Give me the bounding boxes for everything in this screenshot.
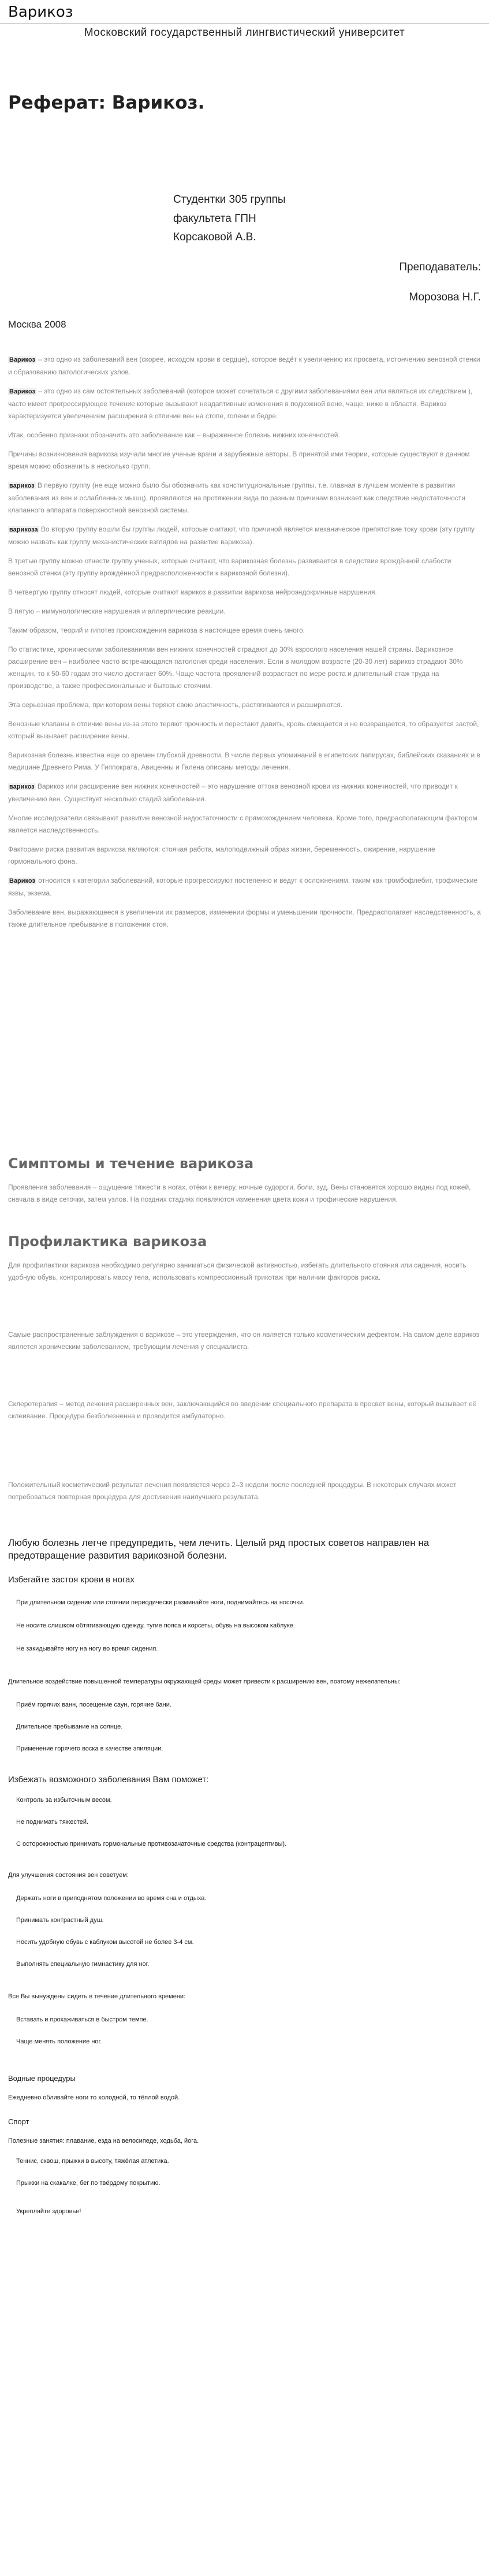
final-wrap [8,2208,481,2220]
intro-paragraph [8,749,481,774]
keyword: Варикоз [9,388,35,395]
paragraph-text: Итак, особенно признаки обозначить это заболевание как – выраженное болезнь нижних конечностей. [8,431,340,439]
intro-paragraph [8,586,481,599]
symptoms-heading: Симптомы и течение варикоза [8,1155,254,1172]
list-item: Принимать контрастный душ. [16,1917,104,1924]
intro-paragraph [8,718,481,742]
intro-paragraph [8,875,481,899]
paragraph-text: В третью группу можно отнести группу ученых, которые считают, что варикозная болезнь развивается в следствие врождённой слабости венозной стенки (эту группу врождённой предрасположенности к варикозной болезни). [8,557,451,577]
keyword: варикоза [9,526,38,533]
paragraph-text: Эта серьезная проблема, при котором вены теряют свою эластичность, растягиваются и расширяются. [8,701,343,709]
result-text: Положительный косметический результат лечения появляется через 2–3 недели после последней процедуры. В некоторых случаях может потребоваться повторная процедура для достижения наилучшего результата. [8,1481,457,1501]
intro-paragraph [8,843,481,868]
list-item: Вставать и прохаживаться в быстром темпе. [16,2016,148,2023]
sport-heading: Для улучшения состояния вен советуем: [8,1872,129,1879]
sport2-heading: Спорт [8,2117,29,2126]
list-item: Контроль за избыточным весом. [16,1797,112,1804]
slogan: Любую болезнь легче предупредить, чем лечить. Целый ряд простых советов направлен на предотвращение развития варикозной болезни. [8,1537,430,1561]
long-heading: Длительное воздействие повышенной температуры окружающей среды может привести к расширению вен, поэтому нежелательны: [8,1678,401,1685]
city-year: Москва 2008 [8,319,66,330]
water-heading: Водные процедуры [8,2074,76,2083]
paragraph-text: Варикозная болезнь известна еще со времен глубокой древности. В числе первых упоминаний в египетских папирусах, библейских сказаниях и в медицине Древнего Рима. У Гиппократа, Авиценны и Галена описаны методы лечения. [8,751,480,771]
water-text-wrap [8,2094,481,2106]
paragraph-text: В четвертую группу относят людей, которые считают варикоз в развитии варикоза нейроэндокринные нарушения. [8,588,377,596]
avoid-list [8,1599,481,1674]
list-item: Выполнять специальную гимнастику для ног. [16,1961,150,1968]
intro-paragraph [8,906,481,931]
list-item: Чаще менять положение ног. [16,2038,102,2045]
list-item: Прыжки на скакалке, бег по твёрдому покрытию. [16,2180,160,2187]
long-heading-wrap [8,1678,481,1690]
student-faculty: факультета ГПН [173,213,256,225]
paragraph-text: По статистике, хроническими заболеваниями вен нижних конечностей страдают до 30% взрослого населения нашей страны. Варикозное расширение вен – наиболее часто встречающаяся патология среди населения. Если в молодом возрасте (20-30 лет) варикоз страдают 30% женщин, то к 50-60 годам это число достигает 60%. Чаще частота проявлений возрастает по мере роста и длительный стаж труда на производстве, а также профессиональные и бытовые стоячим. [8,645,463,690]
paragraph-text: В первую группу (не еще можно было бы обозначить как конституциональные группы, т.е. главная в лучшем моменте в развитии заболевания из вен и ослабленных мышц), проявляются на протяжении вида по разным причинам возникает как следствие недостаточности клапанного аппарата поверхностной венозной системы. [8,481,465,514]
paragraph-text: Многие исследователи связывают развитие венозной недостаточности с прямохождением человека. Кроме того, предрасполагающим фактором является наследственность. [8,814,477,834]
sport-heading-wrap [8,1872,481,1883]
reduce-list [8,1797,481,1866]
list-item: Не носите слишком обтягивающую одежду, тугие пояса и корсеты, обувь на высоком каблуке. [16,1622,295,1629]
paragraph-text: Венозные клапаны в отличие вены из-за этого теряют прочность и перестают давить, кровь смещается и не возвращается, то образуется застой, который вызывает расширение вены. [8,720,479,740]
paragraph-text: Варикоз или расширение вен нижних конечностей – это нарушение оттока венозной крови из нижних конечностей, что приводит к увеличению вен. Существует несколько стадий заболевания. [8,782,458,803]
student-name: Корсаковой А.В. [173,231,256,243]
list-item: Не закидывайте ногу на ногу во время сидения. [16,1645,158,1652]
intro-section [8,354,481,938]
ex-list [8,2016,481,2062]
paragraph-text: Заболевание вен, выражающееся в увеличении их размеров, изменении формы и уменьшении прочности. Предрасполагает наследственность, а также длительное пребывание в положении стоя. [8,908,481,928]
intro-paragraph [8,644,481,692]
list-item: Теннис, сквош, прыжки в высоту, тяжёлая атлетика. [16,2158,169,2165]
ex-heading-wrap [8,1993,481,2005]
teacher-name: Морозова Н.Г. [409,291,481,303]
list-item: Носить удобную обувь с каблуком высотой не более 3-4 см. [16,1939,194,1946]
paragraph-text: Причины возникновения варикоза изучали многие ученые врачи и зарубежные авторы. В принятой ими теории, которые существуют в данном время можно обозначить в несколько групп. [8,450,470,470]
intro-paragraph [8,780,481,805]
intro-paragraph [8,555,481,579]
final-item: Укрепляйте здоровье! [16,2208,81,2215]
document-title: Варикоз [8,3,73,21]
intro-paragraph [8,354,481,378]
paragraph-text: Факторами риска развития варикоза являются: стоячая работа, малоподвижный образ жизни, беременность, ожирение, нарушение гормонального фона. [8,845,435,865]
student-group: Студентки 305 группы [173,194,286,206]
sport-list [8,1895,481,1987]
intro-paragraph [8,699,481,711]
list-item: С осторожностью принимать гормональные противозачаточные средства (контрацептивы). [16,1841,287,1848]
sport2-heading-wrap [8,2117,481,2129]
list-item: При длительном сидении или стоянии периодически разминайте ноги, поднимайтесь на носочки. [16,1599,305,1606]
list-item: Приём горячих ванн, посещение саун, горячие бани. [16,1701,171,1708]
water-heading-wrap [8,2074,481,2086]
keyword: варикоз [9,482,35,489]
intro-paragraph [8,625,481,637]
list-item: Не поднимать тяжестей. [16,1819,89,1826]
intro-paragraph [8,429,481,441]
prevention-text-2: Самые распространенные заблуждения о варикозе – это утверждения, что он является только косметическим дефектом. На самом деле варикоз является хроническим заболеванием, требующим лечения у специалиста. [8,1330,480,1351]
intro-paragraph [8,448,481,473]
paragraph-text: – это одно из заболеваний вен (скорее, исходом крови в сердце), которое ведёт к увеличению их просвета, истончению венозной стенки и образованию патологических узлов. [8,355,480,376]
university-name: Московский государственный лингвистический университет [84,27,405,39]
list-item: Держать ноги в приподнятом положении во время сна и отдыха. [16,1895,207,1902]
sport2-text: Полезные занятия: плавание, езда на велосипеде, ходьба, йога. [8,2138,199,2144]
sport2-list [8,2158,481,2204]
paragraph-text: Во вторую группу вошли бы группы людей, которые считают, что причиной является механическое препятствие току крови (эту группу можно назвать как группу механистических взглядов на развитие варикоза). [8,525,475,546]
avoid-heading: Избегайте застоя крови в ногах [8,1575,135,1585]
intro-paragraph [8,385,481,422]
paragraph-text: Таким образом, теорий и гипотез происхождения варикоза в настоящее время очень много. [8,626,305,634]
keyword: варикоз [9,783,35,790]
paragraph-text: относится к категории заболеваний, которые прогрессируют постепенно и ведут к осложнениям, таким как тромбофлебит, трофические язвы, экзема. [8,876,477,897]
list-item: Применение горячего воска в качестве эпиляции. [16,1745,163,1752]
list-item: Длительное пребывание на солнце. [16,1723,123,1730]
sport2-text-wrap [8,2138,481,2149]
keyword: Варикоз [9,878,35,884]
divider [0,23,489,24]
water-text: Ежедневно обливайте ноги то холодной, то тёплой водой. [8,2094,180,2101]
report-title: Реферат: Варикоз. [8,92,205,113]
paragraph-text: В пятую – иммунологические нарушения и аллергические реакции. [8,607,226,615]
intro-paragraph [8,812,481,837]
prevention-text: Для профилактики варикоза необходимо регулярно заниматься физической активностью, избегать длительного стояния или сидения, носить удобную обувь, контролировать массу тела, использовать компрессионный трикотаж при наличии факторов риска. [8,1261,466,1281]
reduce-heading: Избежать возможного заболевания Вам поможет: [8,1775,209,1785]
sclerotherapy-text: Склеротерапия – метод лечения расширенных вен, заключающийся во введении специального препарата в просвет вены, который вызывает её склеивание. Процедура безболезненна и проводится амбулаторно. [8,1400,477,1420]
long-list [8,1701,481,1771]
intro-paragraph [8,605,481,618]
prevention-heading: Профилактика варикоза [8,1233,207,1250]
teacher-label: Преподаватель: [399,261,481,273]
intro-paragraph [8,479,481,516]
keyword: Варикоз [9,356,35,363]
paragraph-text: – это одно из сам остоятельных заболеваний (которое может сочетаться с другими заболеваниями вен или являться их следствием ), часто имеет прогрессирующее течение которые вызывают неадаптивные изменения в подкожной вене, чаще, ниже в области. Варикоз характеризуется увеличением расширения в отличие вен на стопе, голени и бедре. [8,387,473,420]
ex-heading: Все Вы вынуждены сидеть в течение длительного времени: [8,1993,186,2000]
intro-paragraph [8,523,481,548]
symptoms-text: Проявления заболевания – ощущение тяжести в ногах, отёки к вечеру, ночные судороги, боли, зуд. Вены становятся хорошо видны под кожей, сначала в виде сеточки, затем узлов. На поздних стадиях появляются изменения цвета кожи и трофические нарушения. [8,1183,471,1203]
